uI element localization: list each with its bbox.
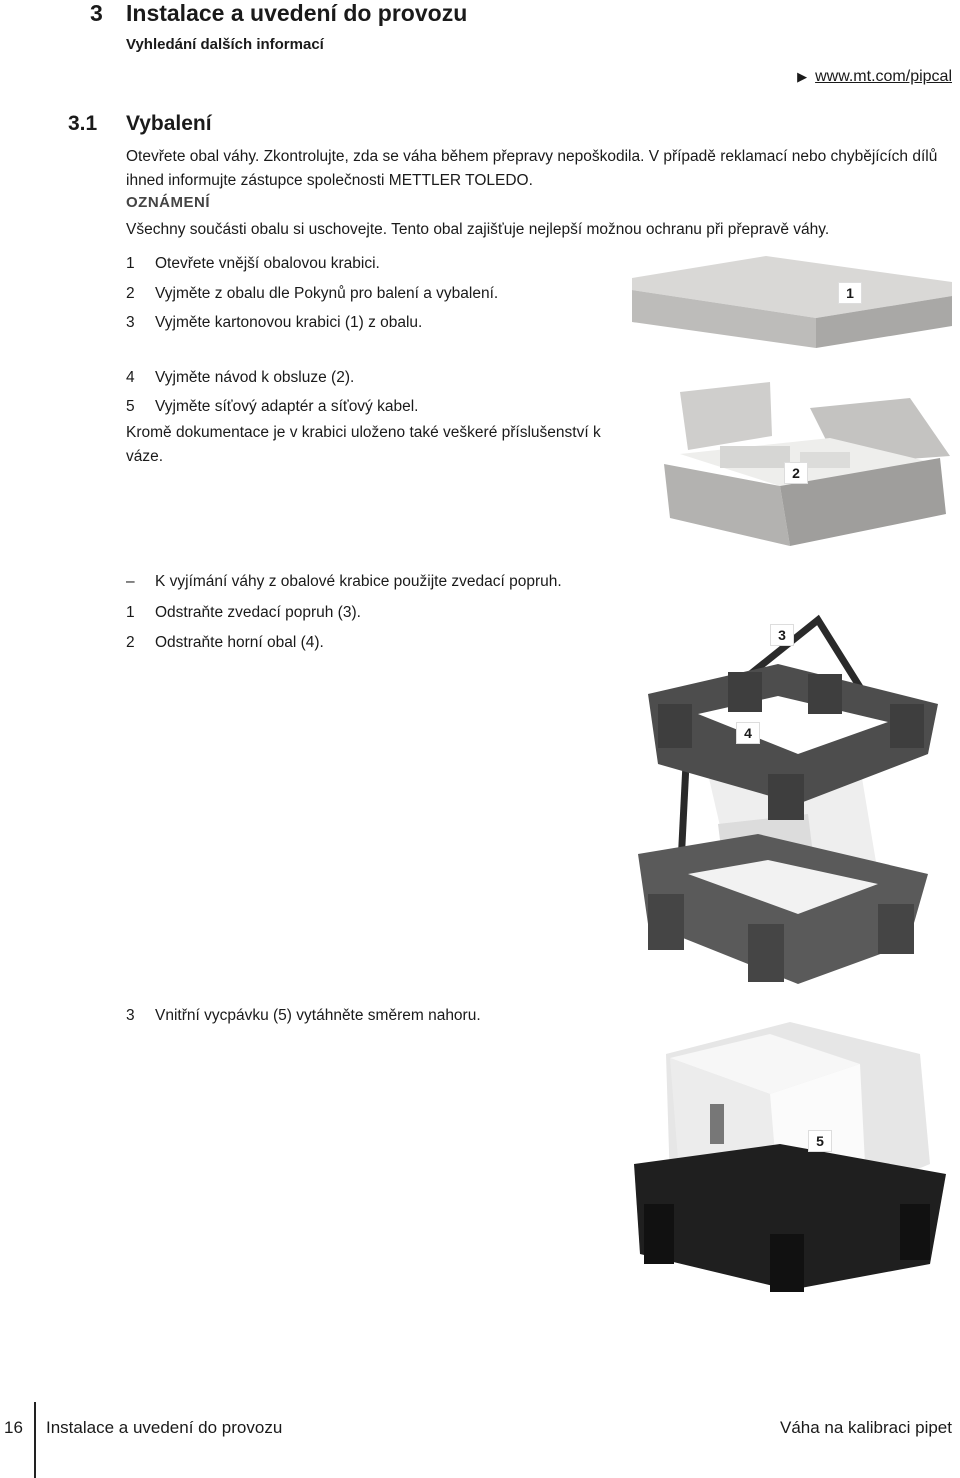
step-text: Vnitřní vycpávku (5) vytáhněte směrem nahoru. <box>155 1007 481 1024</box>
step-number: 2 <box>126 634 135 651</box>
page-number: 16 <box>4 1418 23 1437</box>
footer-product: Váha na kalibraci pipet <box>779 1418 952 1437</box>
open-box-figure <box>660 378 960 550</box>
chapter-number: 3 <box>90 0 103 26</box>
callout-1: 1 <box>838 282 862 304</box>
step-text: Vyjměte síťový adaptér a síťový kabel. <box>155 398 419 415</box>
step-text: Vyjměte návod k obsluze (2). <box>155 369 355 386</box>
intro-paragraph: Otevřete obal váhy. Zkontrolujte, zda se váha během přepravy nepoškodila. V případě reklamací nebo chybějících dílů ihned informujte zástupce společnosti METTLER TOLEDO. <box>126 148 938 189</box>
notice-label: OZNÁMENÍ <box>126 194 210 211</box>
step-number: 3 <box>126 1007 135 1024</box>
step-number: 1 <box>126 604 135 621</box>
step-text: Otevřete vnější obalovou krabici. <box>155 255 380 272</box>
step-item <box>126 601 361 625</box>
step-number: – <box>126 573 135 590</box>
footer-divider <box>34 1402 36 1478</box>
info-link-url[interactable]: www.mt.com/pipcal <box>815 68 952 85</box>
step-item <box>126 282 498 306</box>
foam-packaging-figure <box>628 604 958 988</box>
step-text: Vyjměte z obalu dle Pokynů pro balení a vybalení. <box>155 285 499 302</box>
step-item <box>126 1004 481 1028</box>
step-number: 3 <box>126 314 135 331</box>
subheading: Vyhledání dalších informací <box>126 36 324 53</box>
step-item <box>126 366 354 390</box>
step-number: 1 <box>126 255 135 272</box>
callout-4: 4 <box>736 722 760 744</box>
section-number: 3.1 <box>68 112 98 135</box>
closed-box-figure <box>626 252 956 352</box>
step-number: 4 <box>126 369 135 386</box>
step-item <box>126 252 380 276</box>
step-item <box>126 311 422 335</box>
arrow-right-icon: ▶ <box>797 69 808 84</box>
step-text: Odstraňte horní obal (4). <box>155 634 324 651</box>
step-text: Vyjměte kartonovou krabici (1) z obalu. <box>155 314 423 331</box>
footer-chapter: Instalace a uvedení do provozu <box>46 1418 283 1437</box>
callout-3: 3 <box>770 624 794 646</box>
step-number: 2 <box>126 285 135 302</box>
step-item <box>126 631 324 655</box>
step-number: 5 <box>126 398 135 415</box>
callout-2: 2 <box>784 462 808 484</box>
section-title: Vybalení <box>126 112 212 135</box>
inner-padding-figure <box>630 1014 950 1298</box>
notice-text: Všechny součásti obalu si uschovejte. Tento obal zajišťuje nejlepší možnou ochranu při přepravě váhy. <box>126 221 830 238</box>
callout-5: 5 <box>808 1130 832 1152</box>
step-item <box>126 395 418 419</box>
step-item <box>126 570 562 594</box>
step-text: Odstraňte zvedací popruh (3). <box>155 604 361 621</box>
step-text: K vyjímání váhy z obalové krabice použijte zvedací popruh. <box>155 573 562 590</box>
info-link[interactable] <box>797 68 952 86</box>
accessories-note: Kromě dokumentace je v krabici uloženo také veškeré příslušenství k váze. <box>126 424 601 465</box>
chapter-title: Instalace a uvedení do provozu <box>126 0 468 26</box>
